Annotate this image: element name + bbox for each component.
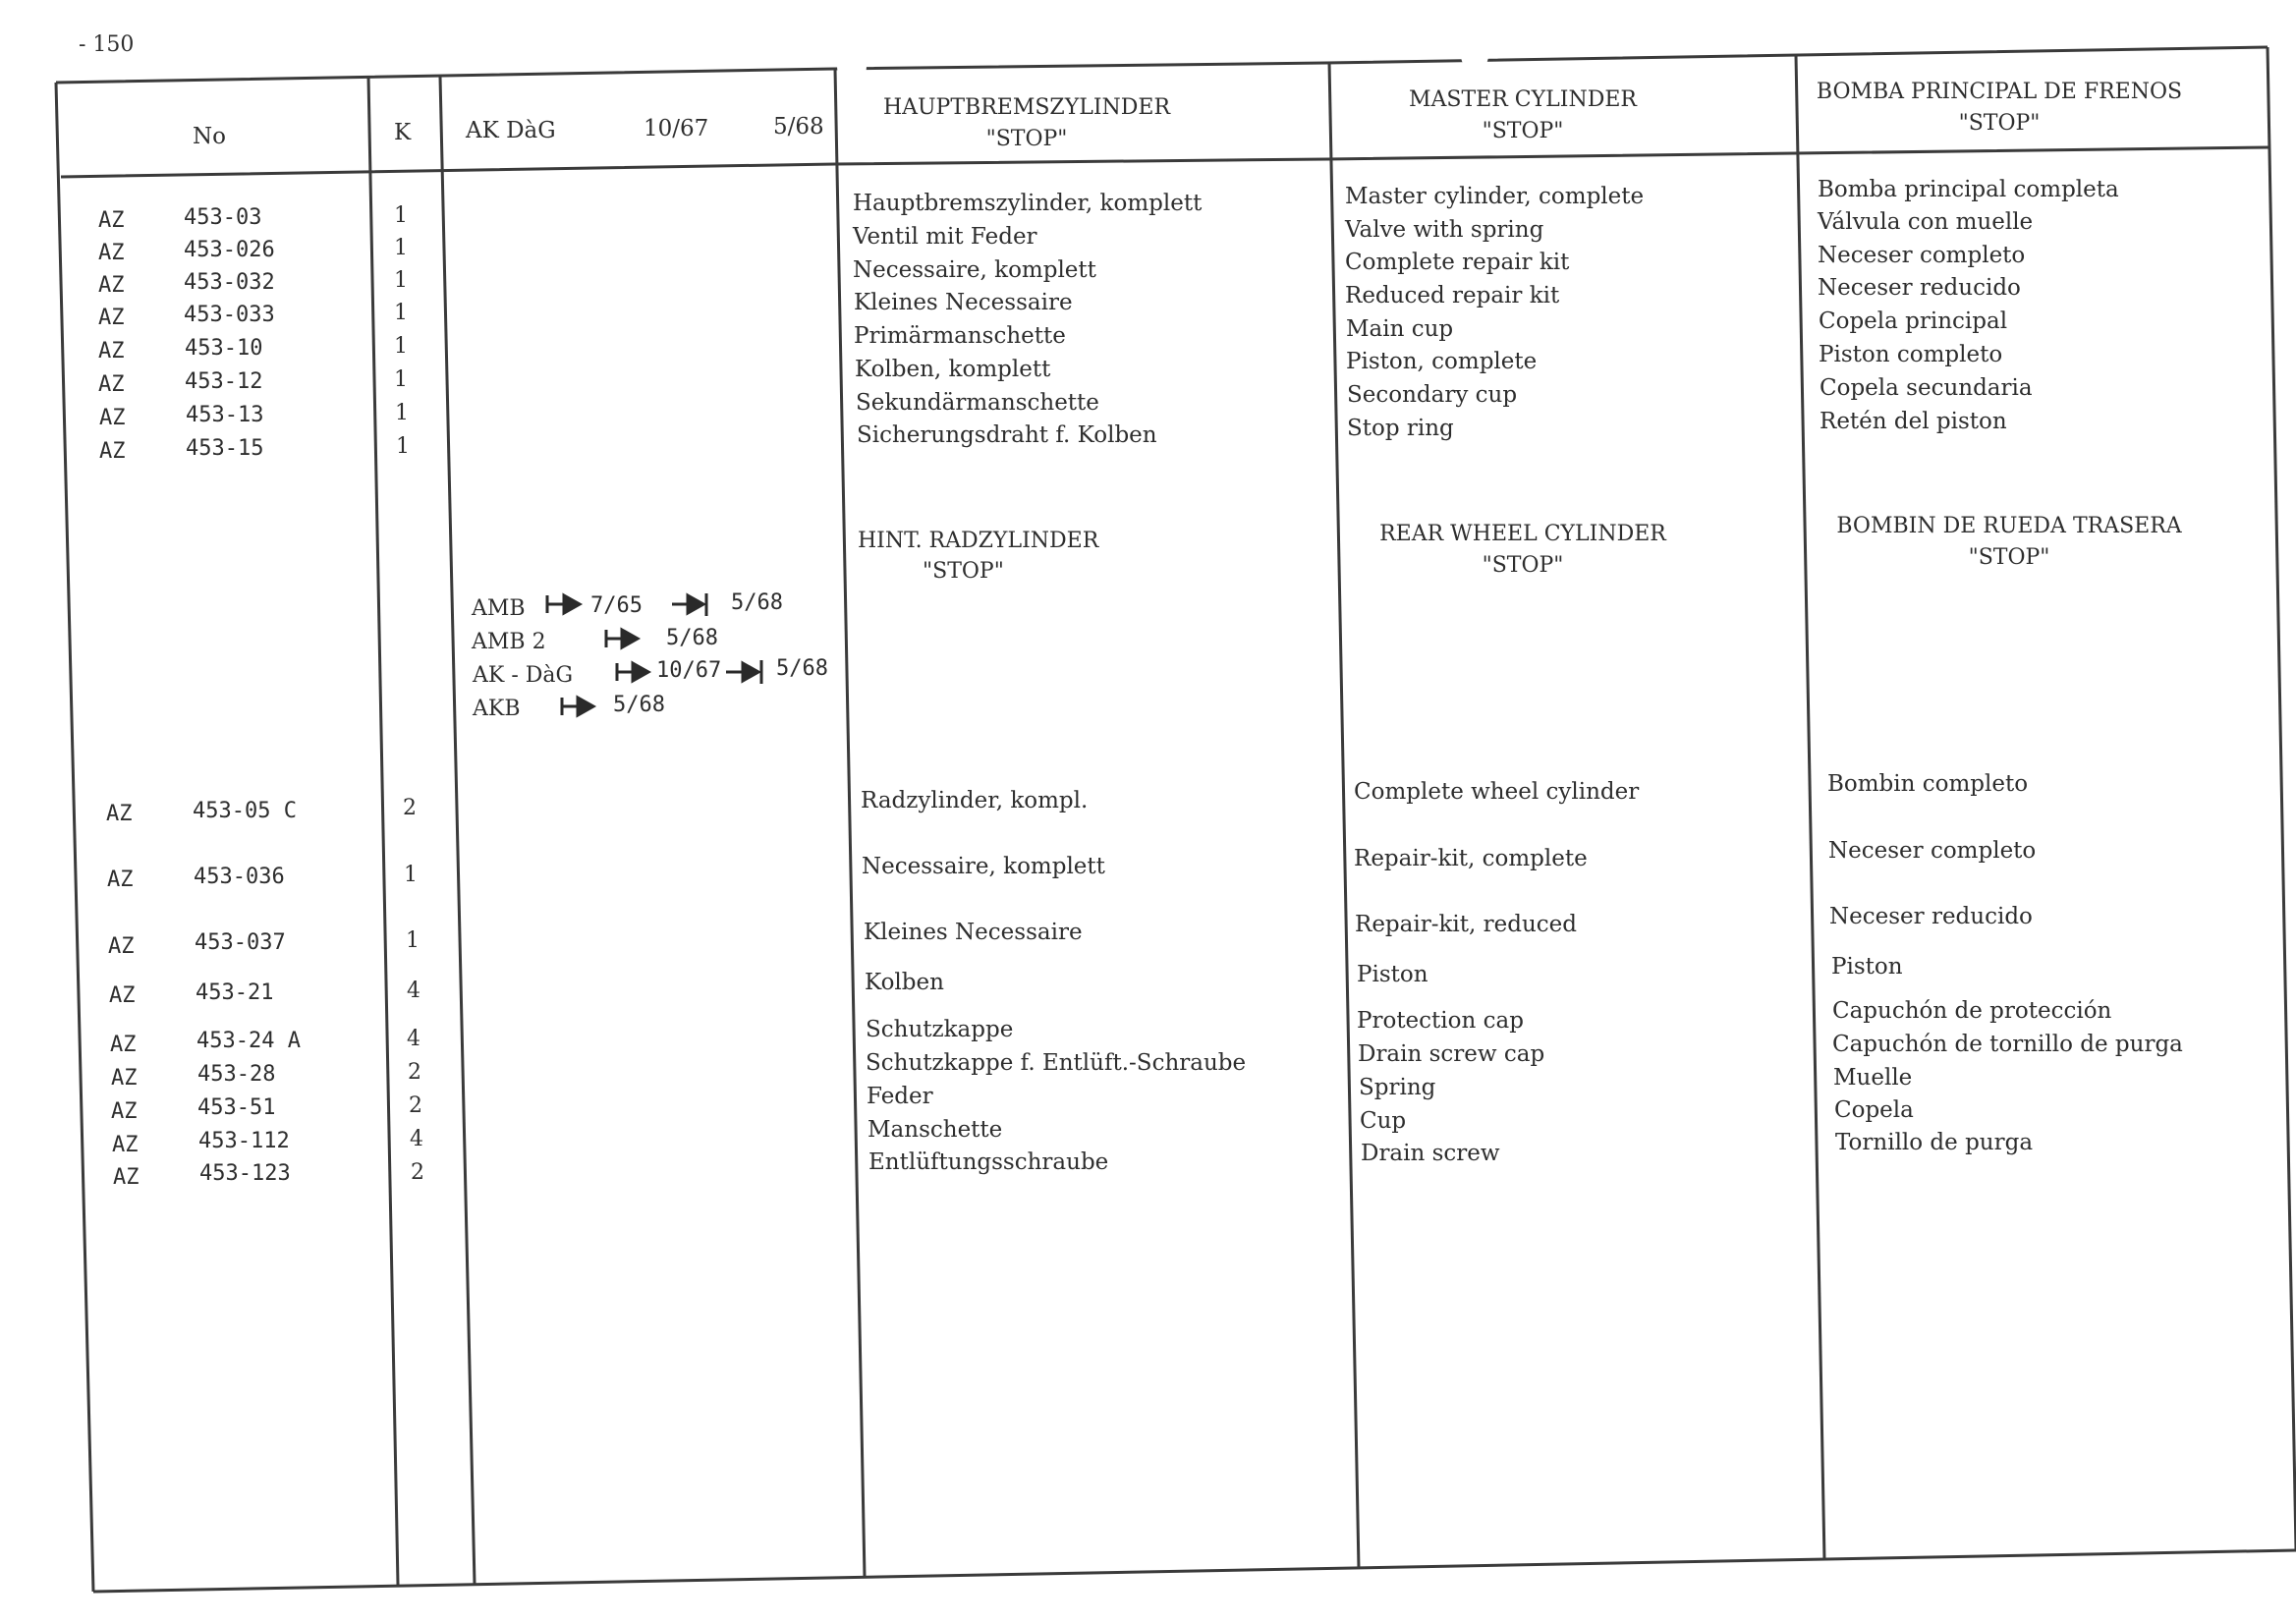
part-number: 453-03 (184, 205, 262, 230)
desc-de: Schutzkappe (866, 1017, 1014, 1042)
section2-title-es-line1: BOMBIN DE RUEDA TRASERA (1836, 514, 2182, 538)
section2-title-en (1356, 519, 1690, 582)
desc-en: Cup (1360, 1108, 1407, 1134)
part-number: 453-51 (197, 1095, 276, 1120)
desc-es: Tornillo de purga (1835, 1130, 2034, 1155)
quantity: 1 (394, 367, 408, 392)
part-number: 453-112 (198, 1129, 290, 1153)
part-number: 453-036 (194, 865, 285, 889)
desc-es: Bombin completo (1827, 771, 2029, 797)
desc-en: Valve with spring (1345, 217, 1544, 243)
applicability-model: AKB (473, 697, 521, 721)
quantity: 1 (406, 928, 420, 953)
desc-de: Kolben, komplett (855, 357, 1051, 382)
desc-en: Repair-kit, complete (1354, 846, 1588, 871)
list-item-prefix: AZ (110, 1033, 137, 1057)
list-item-prefix: AZ (99, 406, 126, 430)
page-number: - 150 (79, 32, 135, 57)
part-number: 453-032 (184, 270, 275, 295)
desc-de: Kolben (865, 970, 944, 995)
desc-en: Complete repair kit (1345, 250, 1570, 275)
list-item-prefix: AZ (113, 1165, 140, 1190)
desc-de: Manschette (868, 1117, 1003, 1143)
desc-en: Protection cap (1357, 1008, 1524, 1034)
desc-en: Main cup (1346, 316, 1454, 342)
desc-es: Capuchón de protección (1832, 998, 2112, 1024)
quantity: 4 (407, 1027, 420, 1051)
quantity: 2 (403, 796, 417, 820)
header-k: K (394, 120, 412, 145)
desc-en: Complete wheel cylinder (1354, 779, 1640, 805)
desc-en: Repair-kit, reduced (1355, 912, 1578, 937)
list-item-prefix: AZ (98, 339, 125, 364)
part-number: 453-24 A (196, 1029, 301, 1053)
desc-en: Reduced repair kit (1345, 283, 1560, 308)
list-item-prefix: AZ (106, 802, 133, 826)
applicability-from: 7/65 (590, 593, 643, 618)
desc-en: Drain screw cap (1358, 1041, 1545, 1067)
header-spanish (1813, 77, 2186, 140)
desc-de: Primärmanschette (854, 323, 1066, 349)
quantity: 1 (394, 334, 408, 359)
section2-title-en-line2: "STOP" (1482, 552, 1564, 578)
header-english-sub: "STOP" (1482, 118, 1564, 143)
desc-de: Sicherungsdraht f. Kolben (857, 422, 1157, 448)
quantity: 4 (410, 1127, 423, 1151)
header-german (865, 92, 1189, 155)
header-spanish-title: BOMBA PRINCIPAL DE FRENOS (1816, 80, 2183, 104)
desc-de: Feder (867, 1084, 933, 1109)
list-item-prefix: AZ (107, 868, 134, 892)
applicability-to: 5/68 (666, 626, 718, 650)
part-number: 453-13 (186, 403, 264, 427)
desc-en: Spring (1359, 1075, 1436, 1100)
desc-de: Kleines Necessaire (854, 290, 1073, 315)
section2-title-en-line1: REAR WHEEL CYLINDER (1379, 522, 1666, 546)
desc-es: Neceser completo (1828, 838, 2037, 864)
list-item-prefix: AZ (98, 273, 125, 298)
desc-es: Piston completo (1819, 342, 2003, 367)
desc-es: Muelle (1833, 1065, 1913, 1091)
desc-en: Master cylinder, complete (1345, 184, 1645, 209)
desc-en: Piston, complete (1346, 349, 1538, 374)
list-item-prefix: AZ (109, 983, 136, 1008)
desc-en: Drain screw (1361, 1141, 1500, 1166)
desc-de: Hauptbremszylinder, komplett (853, 191, 1203, 216)
desc-es: Copela secundaria (1820, 375, 2033, 401)
desc-es: Neceser reducido (1829, 904, 2033, 929)
header-no: No (193, 124, 226, 149)
desc-de: Ventil mit Feder (853, 224, 1037, 250)
section2-title-de-line2: "STOP" (923, 558, 1004, 584)
header-ak-to: 5/68 (773, 114, 824, 140)
header-spanish-sub: "STOP" (1958, 110, 2041, 136)
part-number: 453-037 (195, 930, 286, 955)
quantity: 1 (395, 401, 409, 425)
header-ak-title: AK DàG (466, 118, 556, 143)
quantity: 2 (411, 1160, 424, 1185)
section2-title-es (1822, 511, 2196, 574)
header-german-title: HAUPTBREMSZYLINDER (882, 95, 1171, 120)
desc-de: Sekundärmanschette (856, 390, 1099, 416)
list-item-prefix: AZ (99, 439, 126, 464)
quantity: 2 (409, 1093, 422, 1118)
applicability-from: 10/67 (656, 658, 722, 683)
quantity: 4 (407, 979, 420, 1003)
part-number: 453-026 (184, 238, 275, 262)
header-german-sub: "STOP" (985, 126, 1068, 151)
desc-es: Copela principal (1819, 308, 2008, 334)
part-number: 453-123 (199, 1161, 291, 1186)
quantity: 1 (404, 863, 418, 887)
desc-de: Schutzkappe f. Entlüft.-Schraube (866, 1050, 1247, 1076)
applicability-model: AMB (472, 596, 526, 621)
quantity: 2 (408, 1060, 421, 1085)
list-item-prefix: AZ (112, 1133, 139, 1157)
quantity: 1 (394, 301, 408, 325)
applicability-model: AMB 2 (472, 630, 546, 654)
applicability-to: 5/68 (613, 693, 665, 717)
desc-es: Capuchón de tornillo de purga (1832, 1032, 2183, 1057)
desc-en: Stop ring (1347, 416, 1454, 441)
list-item-prefix: AZ (111, 1066, 138, 1091)
quantity: 1 (394, 236, 408, 260)
desc-en: Secondary cup (1347, 382, 1518, 408)
desc-es: Retén del piston (1820, 409, 2007, 434)
desc-en: Piston (1357, 962, 1428, 987)
desc-es: Neceser reducido (1818, 275, 2021, 301)
header-english (1361, 84, 1685, 147)
quantity: 1 (396, 434, 410, 459)
desc-de: Kleines Necessaire (864, 920, 1083, 945)
part-number: 453-033 (184, 303, 275, 327)
list-item-prefix: AZ (108, 934, 135, 959)
part-number: 453-05 C (193, 799, 297, 823)
quantity: 1 (394, 203, 408, 228)
list-item-prefix: AZ (98, 372, 125, 397)
part-number: 453-12 (185, 369, 263, 394)
part-number: 453-10 (185, 336, 263, 361)
desc-de: Entlüftungsschraube (868, 1149, 1109, 1175)
desc-de: Radzylinder, kompl. (861, 788, 1089, 813)
quantity: 1 (394, 268, 408, 293)
section2-title-de (858, 527, 1098, 588)
list-item-prefix: AZ (98, 208, 125, 233)
desc-es: Piston (1831, 954, 1903, 980)
desc-es: Bomba principal completa (1818, 177, 2119, 202)
desc-es: Neceser completo (1818, 243, 2026, 268)
list-item-prefix: AZ (98, 241, 125, 265)
list-item-prefix: AZ (98, 306, 125, 330)
list-item-prefix: AZ (111, 1099, 138, 1124)
section2-title-de-line1: HINT. RADZYLINDER (858, 529, 1099, 553)
header-ak-from: 10/67 (644, 116, 709, 141)
desc-es: Copela (1834, 1097, 1914, 1123)
applicability-to: 5/68 (731, 590, 783, 615)
desc-de: Necessaire, komplett (862, 854, 1105, 879)
part-number: 453-28 (197, 1062, 276, 1087)
desc-de: Necessaire, komplett (853, 257, 1096, 283)
desc-es: Válvula con muelle (1818, 209, 2034, 235)
header-english-title: MASTER CYLINDER (1409, 87, 1637, 112)
section2-title-es-line2: "STOP" (1968, 544, 2050, 570)
part-number: 453-15 (186, 436, 264, 461)
applicability-to: 5/68 (776, 656, 828, 681)
part-number: 453-21 (196, 980, 274, 1005)
applicability-model: AK - DàG (473, 663, 574, 688)
